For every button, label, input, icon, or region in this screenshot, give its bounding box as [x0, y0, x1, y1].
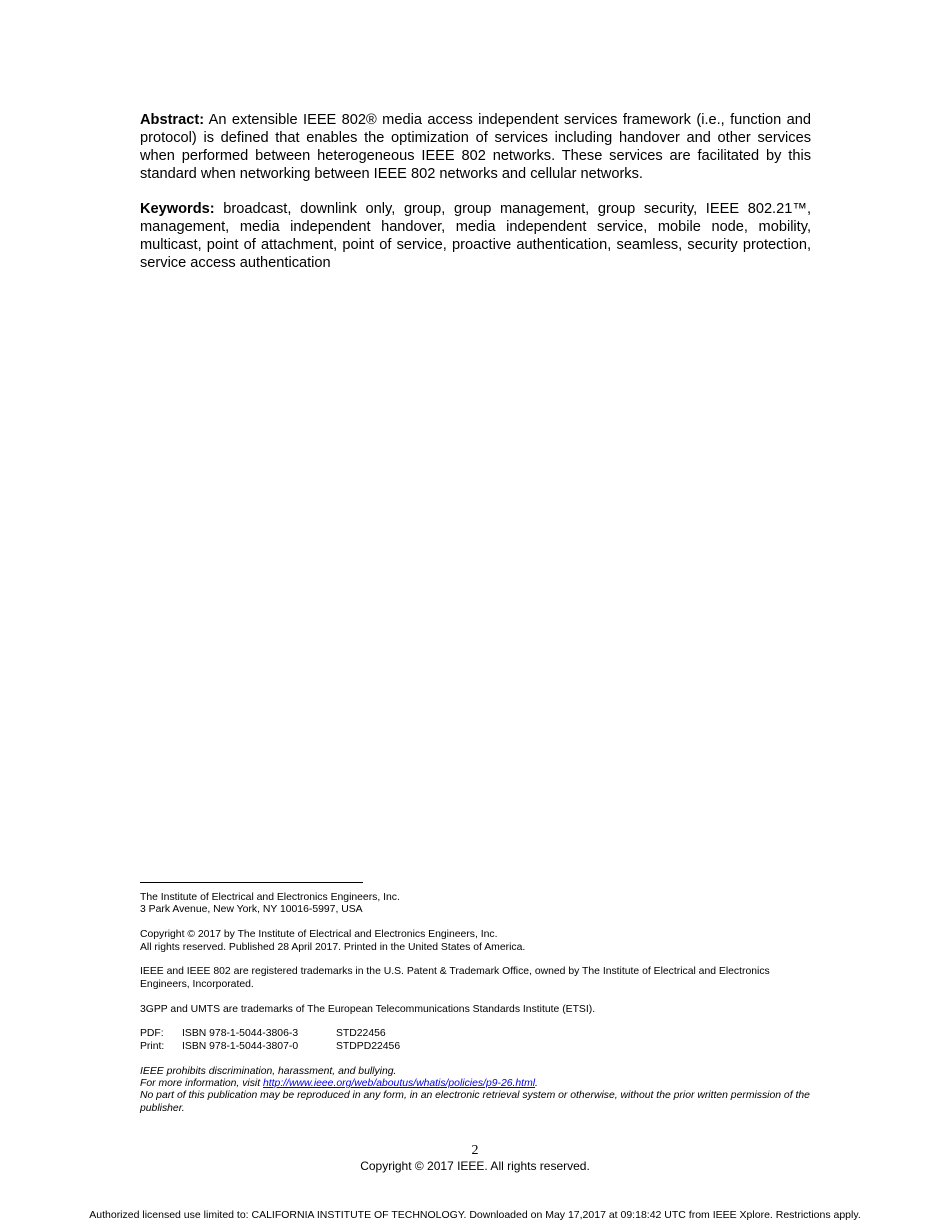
- isbn-format: Print:: [140, 1040, 165, 1052]
- isbn-std: STDPD22456: [336, 1040, 401, 1052]
- footer-copyright: Copyright © 2017 IEEE. All rights reserved.: [360, 1159, 590, 1173]
- trademark-ieee: IEEE and IEEE 802 are registered trademarks in the U.S. Patent & Trademark Office, owned by The Institute of Electrical and Electronics Engineers, Incorporated.: [140, 966, 770, 990]
- policy-link[interactable]: http://www.ieee.org/web/aboutus/whatis/policies/p9-26.html: [263, 1078, 536, 1090]
- reproduction-notice: No part of this publication may be reproduced in any form, in an electronic retrieval system or otherwise, without the prior written permission of the publisher.: [140, 1090, 810, 1114]
- publisher-address: 3 Park Avenue, New York, NY 10016-5997, USA: [140, 904, 363, 916]
- policy-block: [140, 1066, 811, 1116]
- page-number: 2: [471, 1143, 479, 1158]
- copyright-line: Copyright © 2017 by The Institute of Electrical and Electronics Engineers, Inc.: [140, 929, 498, 941]
- keywords-text: broadcast, downlink only, group, group management, group security, IEEE 802.21™, management, media independent handover, media independent service, mobile node, mobility, multicast, point of attachment, point of service, proactive authentication, seamless, security protection, service access authentication: [140, 201, 811, 271]
- abstract-text: An extensible IEEE 802® media access independent services framework (i.e., function and protocol) is defined that enables the optimization of services including handover and other services when performed between heterogeneous IEEE 802 networks. These services are facilitated by this standard when networking between IEEE 802 networks and cellular networks.: [140, 112, 811, 182]
- abstract-label: Abstract:: [140, 112, 205, 128]
- publication-notes: [140, 892, 811, 1128]
- isbn-row-print: [140, 1041, 811, 1053]
- keywords-label: Keywords:: [140, 201, 215, 217]
- publisher-name: The Institute of Electrical and Electronics Engineers, Inc.: [140, 892, 400, 903]
- copyright-block: [140, 929, 811, 954]
- footnote-divider: [140, 882, 363, 883]
- isbn-number: ISBN 978-1-5044-3807-0: [182, 1040, 299, 1052]
- isbn-std: STD22456: [336, 1028, 386, 1040]
- publisher-block: [140, 892, 811, 917]
- keywords-paragraph: [140, 200, 811, 272]
- policy-line: IEEE prohibits discrimination, harassment, and bullying.: [140, 1065, 397, 1077]
- isbn-block: [140, 1028, 811, 1053]
- front-matter: [140, 111, 811, 289]
- isbn-row-pdf: [140, 1028, 811, 1040]
- isbn-number: ISBN 978-1-5044-3806-3: [182, 1028, 299, 1040]
- license-notice: Authorized licensed use limited to: CALIFORNIA INSTITUTE OF TECHNOLOGY. Downloaded on May 17,2017 at 09:18:42 UTC from IEEE Xplore. Restrictions apply.: [89, 1209, 861, 1221]
- more-info-line: [140, 1078, 811, 1090]
- abstract-paragraph: [140, 111, 811, 183]
- isbn-format: PDF:: [140, 1028, 164, 1040]
- more-info-prefix: For more information, visit: [140, 1078, 263, 1090]
- rights-line: All rights reserved. Published 28 April 2017. Printed in the United States of America.: [140, 941, 526, 953]
- more-info-suffix: .: [535, 1078, 538, 1090]
- trademark-3gpp: 3GPP and UMTS are trademarks of The European Telecommunications Standards Institute (ETSI).: [140, 1003, 596, 1015]
